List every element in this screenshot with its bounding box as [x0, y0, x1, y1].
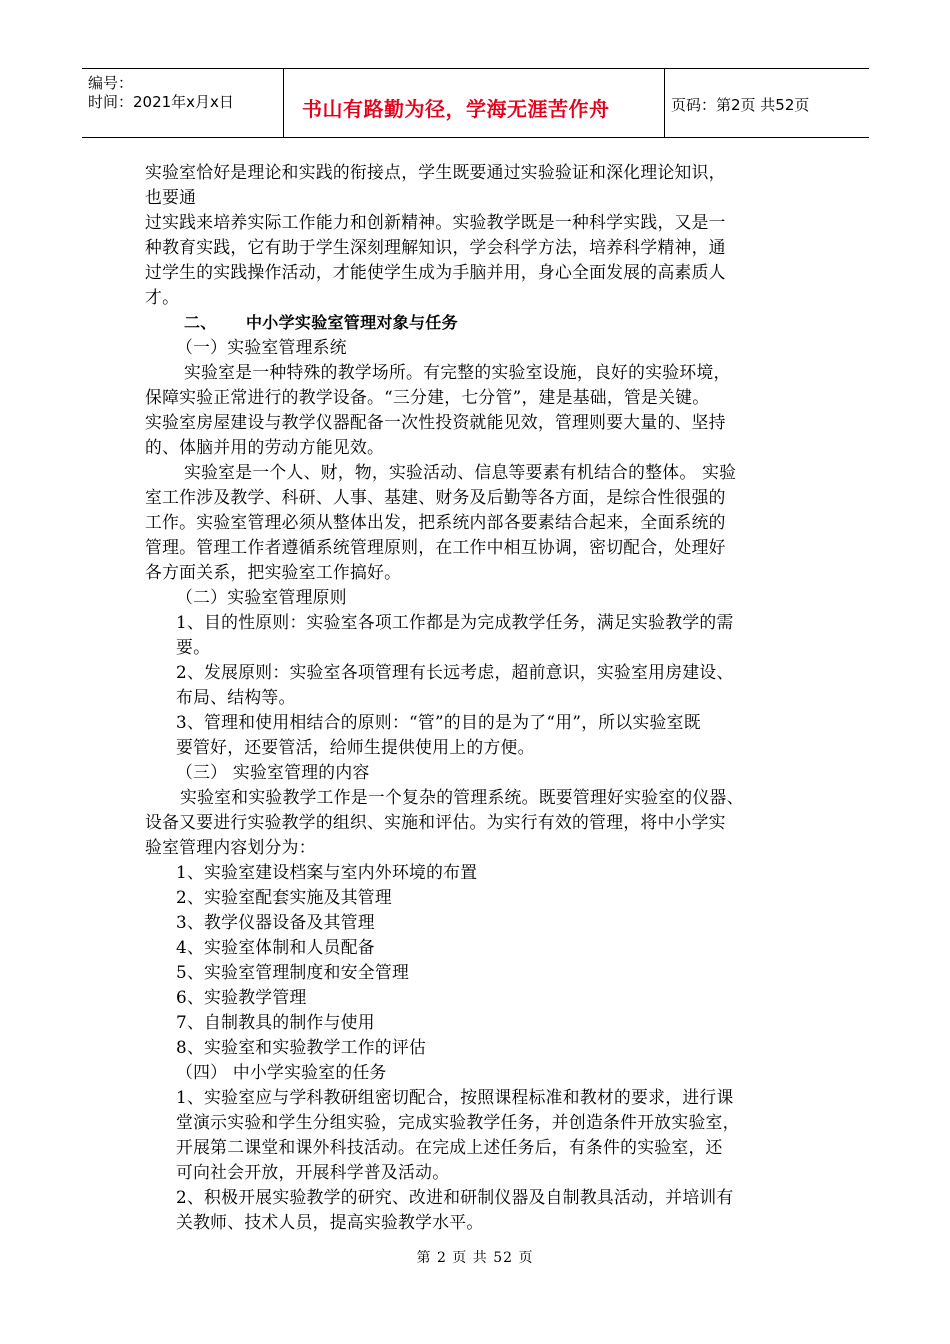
- list-item: 2、发展原则：实验室各项管理有长远考虑，超前意识，实验室用房建设、: [176, 662, 734, 682]
- text-line: 实验室和实验教学工作是一个复杂的管理系统。既要管理好实验室的仪器、: [180, 787, 744, 807]
- list-item: 3、管理和使用相结合的原则：“管”的目的是为了“用”，所以实验室既: [176, 712, 701, 732]
- list-item: 3、教学仪器设备及其管理: [176, 912, 375, 932]
- text-line: 室工作涉及教学、科研、人事、基建、财务及后勤等各方面，是综合性很强的: [145, 487, 726, 507]
- subsection-heading: （一）实验室管理系统: [176, 337, 347, 357]
- text-line: 各方面关系，把实验室工作搞好。: [145, 562, 402, 582]
- list-item: 1、实验室建设档案与室内外环境的布置: [176, 862, 478, 882]
- text-line: 要。: [176, 637, 211, 657]
- section-heading: [184, 313, 458, 333]
- header-motto: 书山有路勤为径，学海无涯苦作舟: [302, 97, 610, 121]
- subsection-heading: （二）实验室管理原则: [176, 587, 347, 607]
- text-line: 种教育实践，它有助于学生深刻理解知识，学会科学方法，培养科学精神，通: [145, 237, 726, 257]
- text-line: 实验室是一种特殊的教学场所。有完整的实验室设施，良好的实验环境，: [184, 362, 731, 382]
- text-line: 过学生的实践操作活动，才能使学生成为手脑并用，身心全面发展的高素质人: [145, 262, 726, 282]
- list-item: 7、自制教具的制作与使用: [176, 1012, 375, 1032]
- text-line: 要管好，还要管活，给师生提供使用上的方便。: [176, 737, 535, 757]
- text-line: 管理。管理工作者遵循系统管理原则，在工作中相互协调，密切配合，处理好: [145, 537, 726, 557]
- list-item: 2、积极开展实验教学的研究、改进和研制仪器及自制教具活动，并培训有: [176, 1187, 734, 1207]
- list-item: 1、实验室应与学科教研组密切配合，按照课程标准和教材的要求，进行课: [176, 1087, 734, 1107]
- text-line: 可向社会开放，开展科学普及活动。: [176, 1162, 450, 1182]
- text-line: 保障实验正常进行的教学设备。“三分建，七分管”，建是基础，管是关键。: [145, 387, 710, 407]
- list-item: 2、实验室配套实施及其管理: [176, 887, 392, 907]
- text-line: 设备又要进行实验教学的组织、实施和评估。为实行有效的管理，将中小学实: [145, 812, 726, 832]
- text-line: 过实践来培养实际工作能力和创新精神。实验教学既是一种科学实践，又是一: [145, 212, 726, 232]
- document-number-label: 编号：: [88, 74, 134, 92]
- text-line: 实验室是一个人、财，物，实验活动、信息等要素有机结合的整体。 实验: [184, 462, 737, 482]
- section-number: 二、: [184, 313, 217, 332]
- text-line: 工作。实验室管理必须从整体出发，把系统内部各要素结合起来，全面系统的: [145, 512, 726, 532]
- header-page-cell: [665, 69, 869, 137]
- text-line: 的、体脑并用的劳动方能见效。: [145, 437, 385, 457]
- text-line: 验室管理内容划分为：: [145, 837, 316, 857]
- list-item: 5、实验室管理制度和安全管理: [176, 962, 410, 982]
- text-line: 实验室恰好是理论和实践的衔接点，学生既要通过实验验证和深化理论知识，: [145, 162, 726, 182]
- text-line: 才。: [145, 287, 180, 307]
- text-line: 堂演示实验和学生分组实验，完成实验教学任务，并创造条件开放实验室，: [176, 1112, 740, 1132]
- list-item: 4、实验室体制和人员配备: [176, 937, 375, 957]
- list-item: 6、实验教学管理: [176, 987, 307, 1007]
- text-line: 布局、结构等。: [176, 687, 296, 707]
- page-footer: 第 2 页 共 52 页: [416, 1250, 534, 1266]
- header-meta-cell: [82, 69, 283, 137]
- header-page-info: 页码：第2页 共52页: [671, 96, 810, 114]
- list-item: 8、实验室和实验教学工作的评估: [176, 1037, 427, 1057]
- subsection-heading: （四） 中小学实验室的任务: [176, 1062, 387, 1082]
- list-item: 1、目的性原则：实验室各项工作都是为完成教学任务，满足实验教学的需: [176, 612, 734, 632]
- text-line: 也要通: [145, 187, 197, 207]
- header-motto-cell: [283, 69, 665, 137]
- text-line: 实验室房屋建设与教学仪器配备一次性投资就能见效，管理则要大量的、坚持: [145, 412, 726, 432]
- page-header: [82, 68, 869, 138]
- text-line: 关教师、技术人员，提高实验教学水平。: [176, 1212, 484, 1232]
- document-time-label: 时间：2021年x月x日: [88, 93, 234, 111]
- text-line: 开展第二课堂和课外科技活动。在完成上述任务后，有条件的实验室，还: [176, 1137, 723, 1157]
- subsection-heading: （三） 实验室管理的内容: [176, 762, 370, 782]
- section-title: 中小学实验室管理对象与任务: [246, 313, 458, 332]
